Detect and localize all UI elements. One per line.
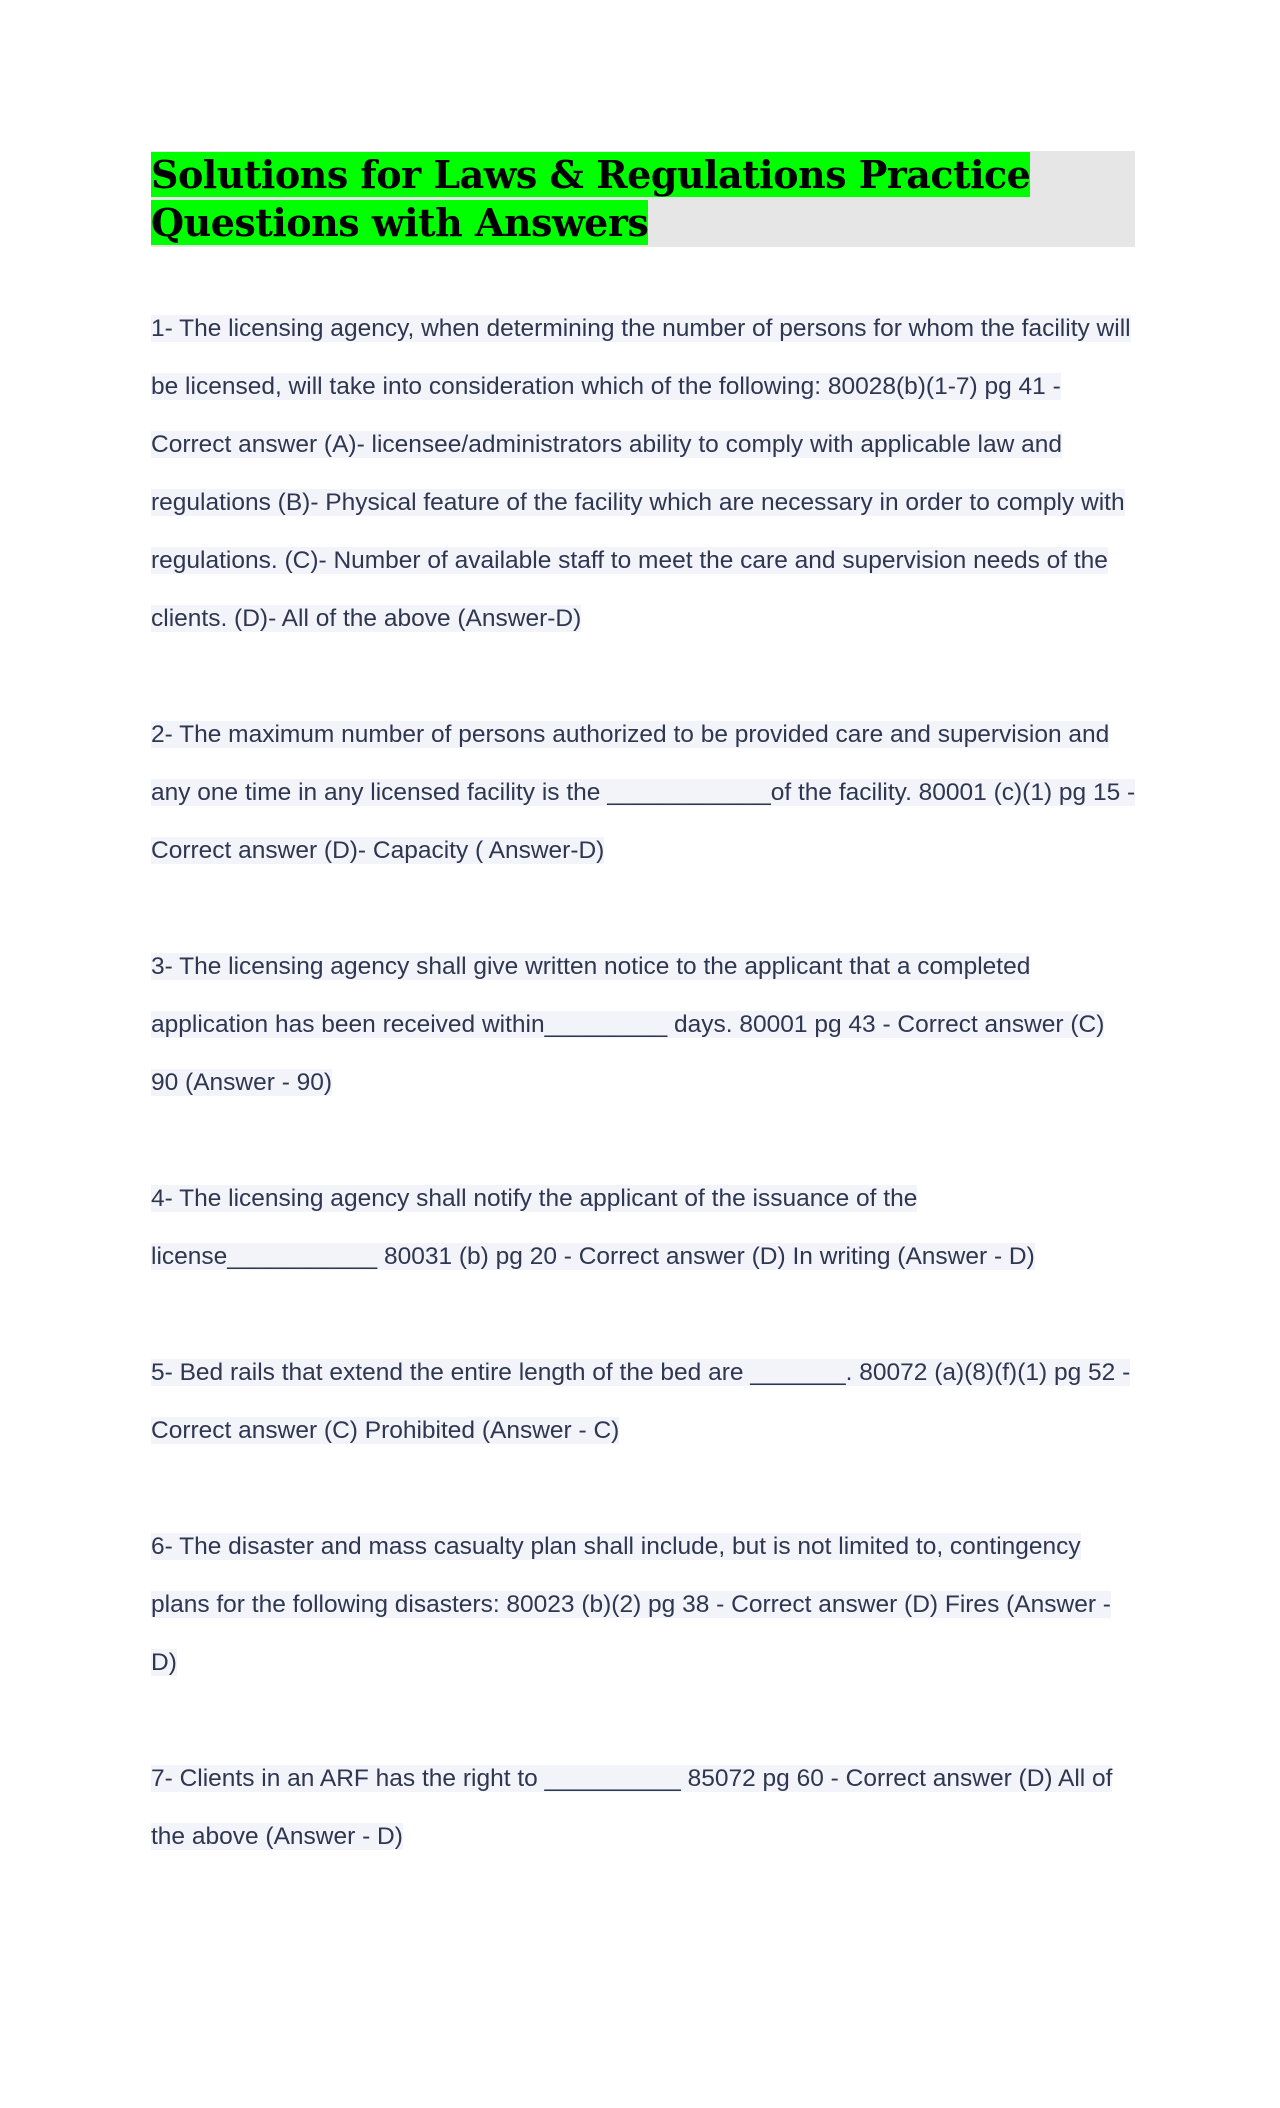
question-text: 7- Clients in an ARF has the right to __________ 85072 pg 60 - Correct answer (D) All of the above (Answer - D) xyxy=(151,1765,1113,1850)
question-list xyxy=(151,300,1136,1924)
question-item xyxy=(151,1518,1136,1692)
question-text: 1- The licensing agency, when determining the number of persons for whom the facility will be licensed, will take into consideration which of the following: 80028(b)(1-7) pg 41 - Correct answer (A)- licensee/administrators ability to comply with applicable law and regulations (B)- Physical feature of the facility which are necessary in order to comply with regulations. (C)- Number of available staff to meet the care and supervision needs of the clients. (D)- All of the above (Answer-D) xyxy=(151,315,1131,632)
question-text: 3- The licensing agency shall give written notice to the applicant that a completed application has been received within_________ days. 80001 pg 43 - Correct answer (C) 90 (Answer - 90) xyxy=(151,953,1105,1096)
question-text: 4- The licensing agency shall notify the applicant of the issuance of the license___________ 80031 (b) pg 20 - Correct answer (D) In writing (Answer - D) xyxy=(151,1185,1035,1270)
question-item xyxy=(151,938,1136,1112)
question-item xyxy=(151,300,1136,648)
question-item xyxy=(151,706,1136,880)
question-text: 6- The disaster and mass casualty plan shall include, but is not limited to, contingency plans for the following disasters: 80023 (b)(2) pg 38 - Correct answer (D) Fires (Answer - D) xyxy=(151,1533,1111,1676)
question-item xyxy=(151,1750,1136,1866)
document-title-text: Solutions for Laws & Regulations Practice Questions with Answers xyxy=(151,152,1031,245)
question-item xyxy=(151,1344,1136,1460)
question-item xyxy=(151,1170,1136,1286)
question-text: 5- Bed rails that extend the entire length of the bed are _______. 80072 (a)(8)(f)(1) pg 52 - Correct answer (C) Prohibited (Answer - C) xyxy=(151,1359,1131,1444)
title-block xyxy=(151,151,1135,247)
document-title xyxy=(151,151,1135,247)
question-text: 2- The maximum number of persons authorized to be provided care and supervision and any one time in any licensed facility is the ____________of the facility. 80001 (c)(1) pg 15 - Correct answer (D)- Capacity ( Answer-D) xyxy=(151,721,1136,864)
